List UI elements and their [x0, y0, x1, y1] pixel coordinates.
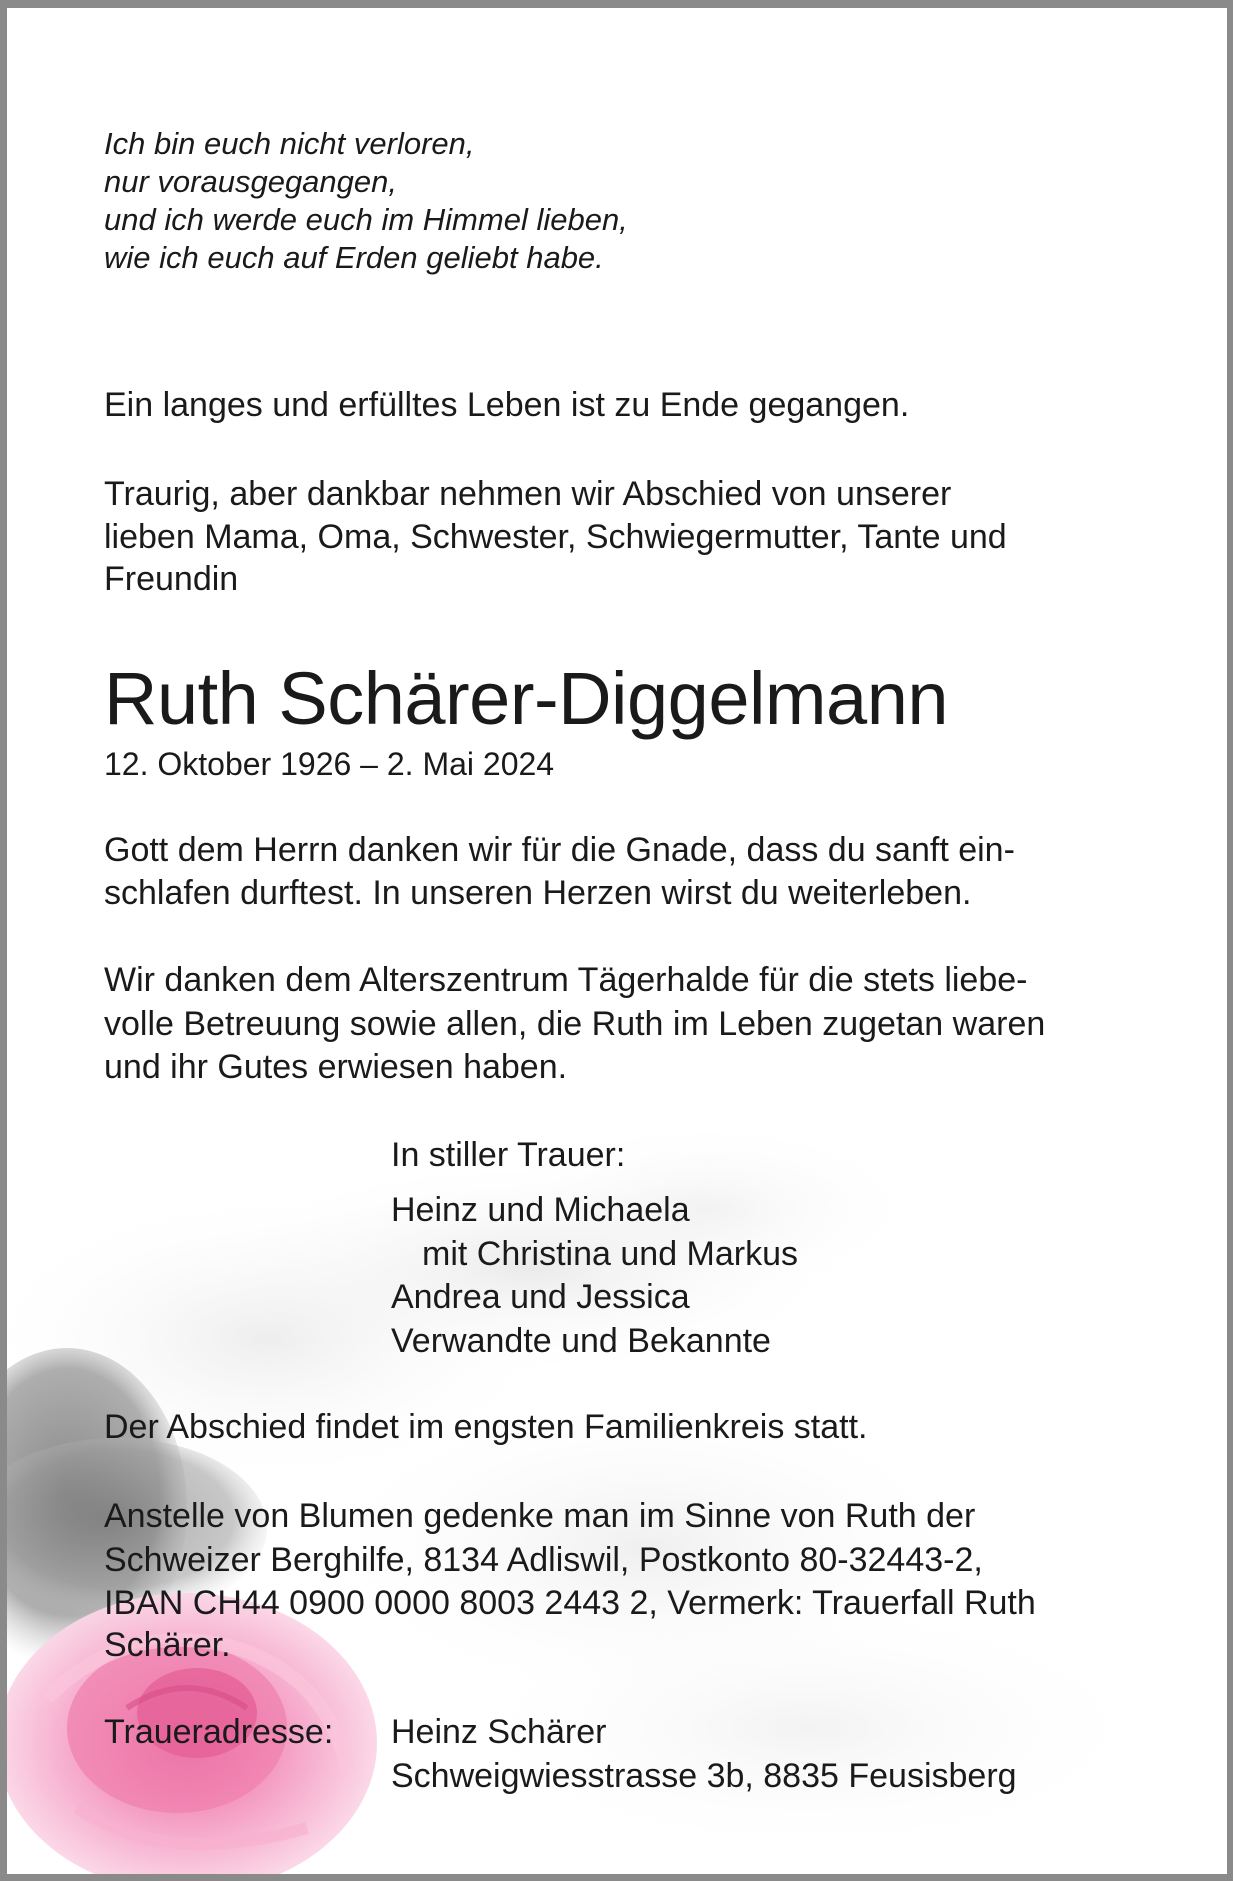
mourner-line: Andrea und Jessica: [391, 1278, 690, 1316]
mourner-line: mit Christina und Markus: [422, 1235, 799, 1273]
gratitude-care-line: volle Betreuung sowie allen, die Ruth im Leben zugetan waren: [104, 1005, 1046, 1043]
address-label: Traueradresse:: [104, 1713, 334, 1751]
gratitude-god-line: schlafen durftest. In unseren Herzen wirst du weiterleben.: [104, 874, 972, 912]
donation-line: Schärer.: [104, 1626, 231, 1664]
verse-line: und ich werde euch im Himmel lieben,: [104, 202, 628, 237]
donation-line: Schweizer Berghilfe, 8134 Adliswil, Postkonto 80-32443-2,: [104, 1541, 983, 1579]
ceremony-note: Der Abschied findet im engsten Familienkreis statt.: [104, 1408, 868, 1446]
farewell-line: Freundin: [104, 560, 239, 598]
farewell-line: Traurig, aber dankbar nehmen wir Abschied von unserer: [104, 475, 952, 513]
mourning-heading: In stiller Trauer:: [391, 1136, 626, 1174]
mourner-line: Heinz und Michaela: [391, 1191, 690, 1229]
verse-line: Ich bin euch nicht verloren,: [104, 126, 475, 161]
intro-sentence: Ein langes und erfülltes Leben ist zu Ende gegangen.: [104, 386, 910, 424]
gratitude-god-line: Gott dem Herrn danken wir für die Gnade, dass du sanft ein-: [104, 831, 1015, 869]
verse-line: wie ich euch auf Erden geliebt habe.: [104, 240, 604, 275]
donation-line: Anstelle von Blumen gedenke man im Sinne von Ruth der: [104, 1497, 976, 1535]
deceased-name: Ruth Schärer-Diggelmann: [104, 657, 949, 740]
donation-line: IBAN CH44 0900 0000 8003 2443 2, Vermerk: Trauerfall Ruth: [104, 1584, 1036, 1622]
gratitude-care-line: Wir danken dem Alterszentrum Tägerhalde für die stets liebe-: [104, 961, 1028, 999]
mourner-line: Verwandte und Bekannte: [391, 1322, 771, 1360]
address-street: Schweigwiesstrasse 3b, 8835 Feusisberg: [391, 1757, 1017, 1795]
address-name: Heinz Schärer: [391, 1713, 607, 1751]
gratitude-care-line: und ihr Gutes erwiesen haben.: [104, 1048, 568, 1086]
farewell-line: lieben Mama, Oma, Schwester, Schwiegermutter, Tante und: [104, 518, 1007, 556]
verse-line: nur vorausgegangen,: [104, 164, 398, 199]
life-dates: 12. Oktober 1926 – 2. Mai 2024: [104, 746, 555, 782]
obituary-text: [7, 8, 1233, 1881]
